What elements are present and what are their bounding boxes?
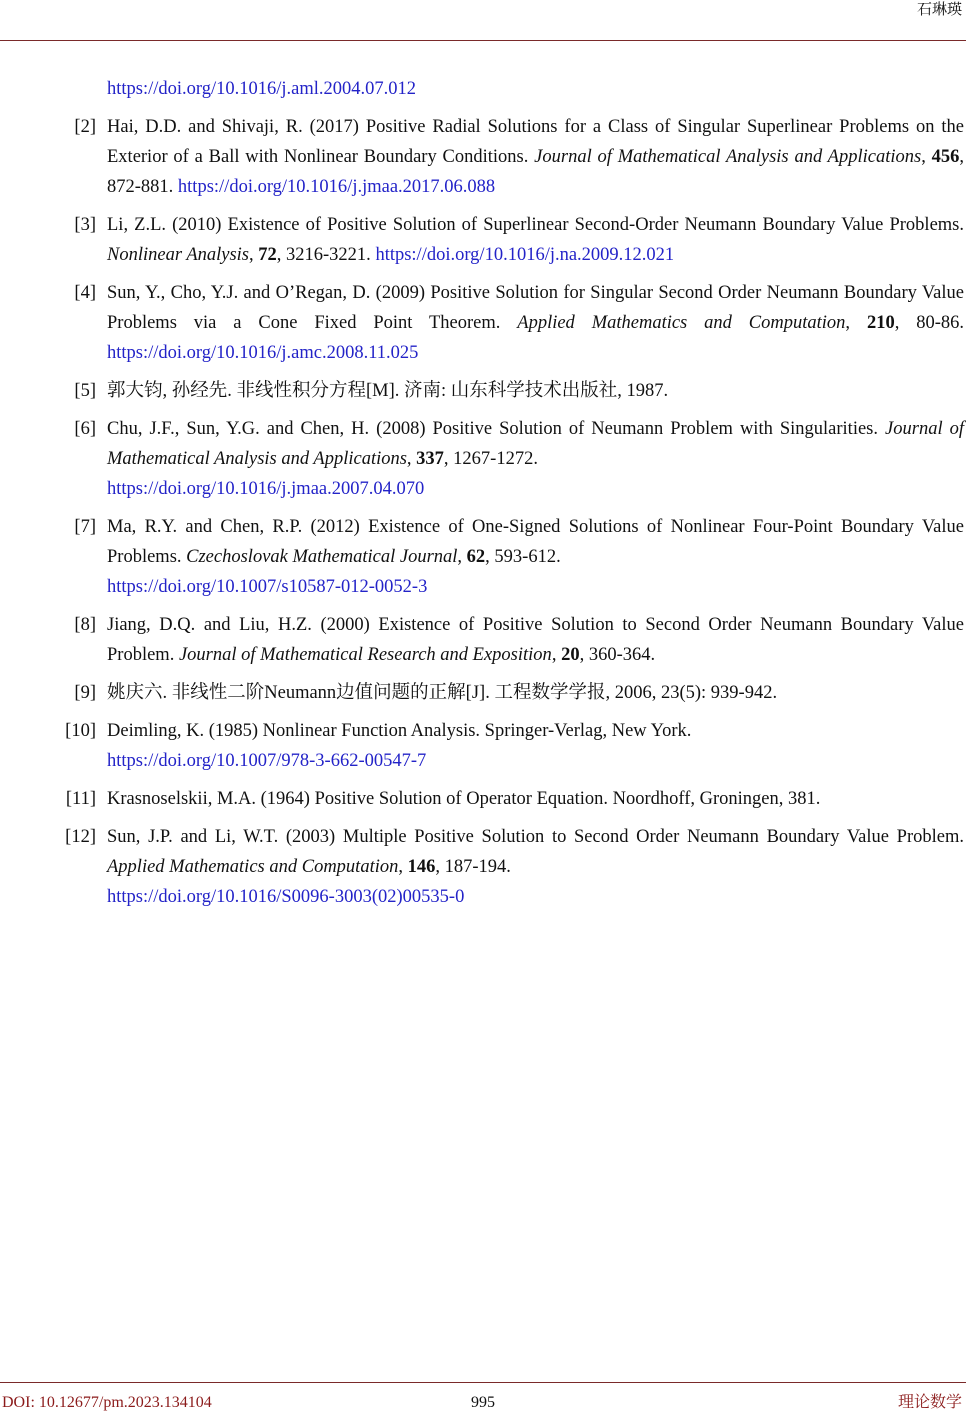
- reference-doi-link[interactable]: https://doi.org/10.1016/j.jmaa.2007.04.070: [107, 479, 425, 499]
- reference-doi-link[interactable]: https://doi.org/10.1016/S0096-3003(02)00535-0: [107, 887, 465, 907]
- reference-item: [0, 112, 966, 202]
- reference-volume: 20: [561, 645, 580, 665]
- reference-number: [11]: [65, 789, 96, 809]
- reference-list: [0, 74, 966, 920]
- reference-item: [0, 822, 966, 912]
- footer-journal-name[interactable]: 理论数学: [897, 1394, 962, 1411]
- reference-body: Hai, D.D. and Shivaji, R. (2017) Positive Radial Solutions for a Class of Singular Superlinear Problems on the Exterior of a Ball with Nonlinear Boundary Conditions. Journal of Mathematical Analysis and Applications, 456, 872-881. https://doi.org/10.1016/j.jmaa.2017.06.088: [107, 117, 964, 197]
- reference-number: [9]: [74, 683, 96, 703]
- reference-body: Jiang, D.Q. and Liu, H.Z. (2000) Existence of Positive Solution to Second Order Neumann Boundary Value Problem. Journal of Mathematical Research and Exposition, 20, 360-364.: [107, 615, 964, 665]
- reference-volume: 62: [466, 547, 486, 567]
- reference-volume: 146: [407, 857, 436, 877]
- reference-text: Hai, D.D. and Shivaji, R. (2017) Positive Radial Solutions for a Class of Singular Superlinear Problems on the Exterior of a Ball with Nonlinear Boundary Conditions.: [107, 117, 964, 167]
- reference-item: [0, 414, 966, 504]
- footer-doi[interactable]: DOI: 10.12677/pm.2023.134104: [2, 1394, 212, 1411]
- reference-text: 姚庆六. 非线性二阶Neumann边值问题的正解[J]. 工程数学学报, 2006, 23(5): 939-942.: [107, 683, 778, 703]
- reference-journal: Journal of Mathematical Analysis and Applications: [107, 419, 964, 469]
- reference-item: [0, 716, 966, 776]
- reference-journal: Czechoslovak Mathematical Journal: [186, 547, 458, 567]
- reference-journal: Applied Mathematics and Computation: [107, 857, 399, 877]
- reference-doi-link[interactable]: https://doi.org/10.1016/j.amc.2008.11.025: [107, 343, 419, 363]
- reference-pages: , 360-364.: [579, 645, 656, 665]
- reference-number: [2]: [74, 117, 96, 137]
- reference-number: [12]: [65, 827, 96, 847]
- reference-text: Ma, R.Y. and Chen, R.P. (2012) Existence of One-Signed Solutions of Nonlinear Four-Point Boundary Value Problems.: [107, 517, 964, 567]
- reference-journal: Journal of Mathematical Research and Exposition: [178, 645, 552, 665]
- running-header-author: 石琳瑛: [916, 0, 962, 18]
- reference-item: [0, 512, 966, 602]
- reference-number: [7]: [74, 517, 96, 537]
- reference-item: [0, 210, 966, 270]
- reference-body: Li, Z.L. (2010) Existence of Positive Solution of Superlinear Second-Order Neumann Boundary Value Problems. Nonlinear Analysis, 72, 3216-3221. https://doi.org/10.1016/j.na.2009.12.021: [107, 215, 964, 265]
- reference-pages: , 872-881.: [107, 147, 964, 197]
- reference-text: Li, Z.L. (2010) Existence of Positive Solution of Superlinear Second-Order Neumann Boundary Value Problems.: [107, 215, 964, 235]
- reference-item: [0, 278, 966, 368]
- reference-body: [107, 784, 964, 814]
- reference-item: [0, 376, 966, 406]
- reference-item: [0, 784, 966, 814]
- reference-text: Jiang, D.Q. and Liu, H.Z. (2000) Existence of Positive Solution to Second Order Neumann Boundary Value Problem.: [107, 615, 964, 665]
- reference-body: Chu, J.F., Sun, Y.G. and Chen, H. (2008) Positive Solution of Neumann Problem with Singularities. Journal of Mathematical Analysis and Applications, 337, 1267-1272. https://doi.org/10.1016/j.jmaa.2007.04.070: [107, 419, 964, 499]
- reference-text: Deimling, K. (1985) Nonlinear Function Analysis. Springer-Verlag, New York.: [107, 721, 692, 741]
- reference-number: [10]: [65, 721, 96, 741]
- reference-text: Krasnoselskii, M.A. (1964) Positive Solution of Operator Equation. Noordhoff, Groningen, 381.: [107, 789, 821, 809]
- footer-rule: [0, 1382, 966, 1383]
- reference-item: [0, 610, 966, 670]
- reference-body: Sun, J.P. and Li, W.T. (2003) Multiple Positive Solution to Second Order Neumann Boundary Value Problem. Applied Mathematics and Computation, 146, 187-194. https://doi.org/10.1016/S0096-3003(02)00535-0: [107, 827, 964, 907]
- reference-doi-link[interactable]: https://doi.org/10.1007/s10587-012-0052-3: [107, 577, 428, 597]
- reference-volume: 210: [866, 313, 895, 333]
- reference-pages: , 3216-3221.: [276, 245, 371, 265]
- reference-pages: , 187-194.: [435, 857, 511, 877]
- reference-pages: , 593-612.: [485, 547, 561, 567]
- header-rule: [0, 40, 966, 41]
- reference-number: [4]: [74, 283, 96, 303]
- reference-number: [8]: [74, 615, 96, 635]
- reference-volume: 456: [931, 147, 960, 167]
- reference-volume: 337: [416, 449, 444, 469]
- reference-number: [5]: [74, 381, 96, 401]
- reference-doi-link[interactable]: https://doi.org/10.1016/j.na.2009.12.021: [375, 245, 675, 265]
- reference-text: Sun, Y., Cho, Y.J. and O’Regan, D. (2009) Positive Solution for Singular Second Order Neumann Boundary Value Problems via a Cone Fixed Point Theorem.: [107, 283, 964, 333]
- reference-journal: Applied Mathematics and Computation: [517, 313, 846, 333]
- reference-doi-link[interactable]: https://doi.org/10.1016/j.jmaa.2017.06.088: [177, 177, 496, 197]
- reference-body: [107, 716, 964, 776]
- page-number: 995: [471, 1394, 495, 1411]
- reference-body: Ma, R.Y. and Chen, R.P. (2012) Existence of One-Signed Solutions of Nonlinear Four-Point Boundary Value Problems. Czechoslovak Mathematical Journal, 62, 593-612. https://doi.org/10.1007/s10587-012-0052-3: [107, 517, 964, 597]
- reference-body: [107, 678, 964, 708]
- reference-text: 郭大钧, 孙经先. 非线性积分方程[M]. 济南: 山东科学技术出版社, 1987.: [107, 381, 669, 401]
- reference-journal: Nonlinear Analysis: [107, 245, 250, 265]
- reference-doi-link[interactable]: https://doi.org/10.1007/978-3-662-00547-7: [107, 751, 427, 771]
- reference-number: [6]: [74, 419, 96, 439]
- reference-body: [107, 376, 964, 406]
- reference-text: Chu, J.F., Sun, Y.G. and Chen, H. (2008) Positive Solution of Neumann Problem with Singularities.: [107, 419, 878, 439]
- reference-item: [0, 678, 966, 708]
- reference-journal: Journal of Mathematical Analysis and Applications: [534, 147, 922, 167]
- reference-doi-link[interactable]: https://doi.org/10.1016/j.aml.2004.07.012: [107, 79, 417, 99]
- reference-pages: , 1267-1272.: [443, 449, 538, 469]
- reference-pages: , 80-86.: [894, 313, 964, 333]
- reference-volume: 72: [258, 245, 277, 265]
- reference-text: Sun, J.P. and Li, W.T. (2003) Multiple Positive Solution to Second Order Neumann Boundary Value Problem.: [107, 827, 964, 847]
- reference-body: Sun, Y., Cho, Y.J. and O’Regan, D. (2009) Positive Solution for Singular Second Order Neumann Boundary Value Problems via a Cone Fixed Point Theorem. Applied Mathematics and Computation, 210, 80-86. https://doi.org/10.1016/j.amc.2008.11.025: [107, 283, 964, 363]
- reference-continuation: [0, 74, 966, 104]
- reference-number: [3]: [74, 215, 96, 235]
